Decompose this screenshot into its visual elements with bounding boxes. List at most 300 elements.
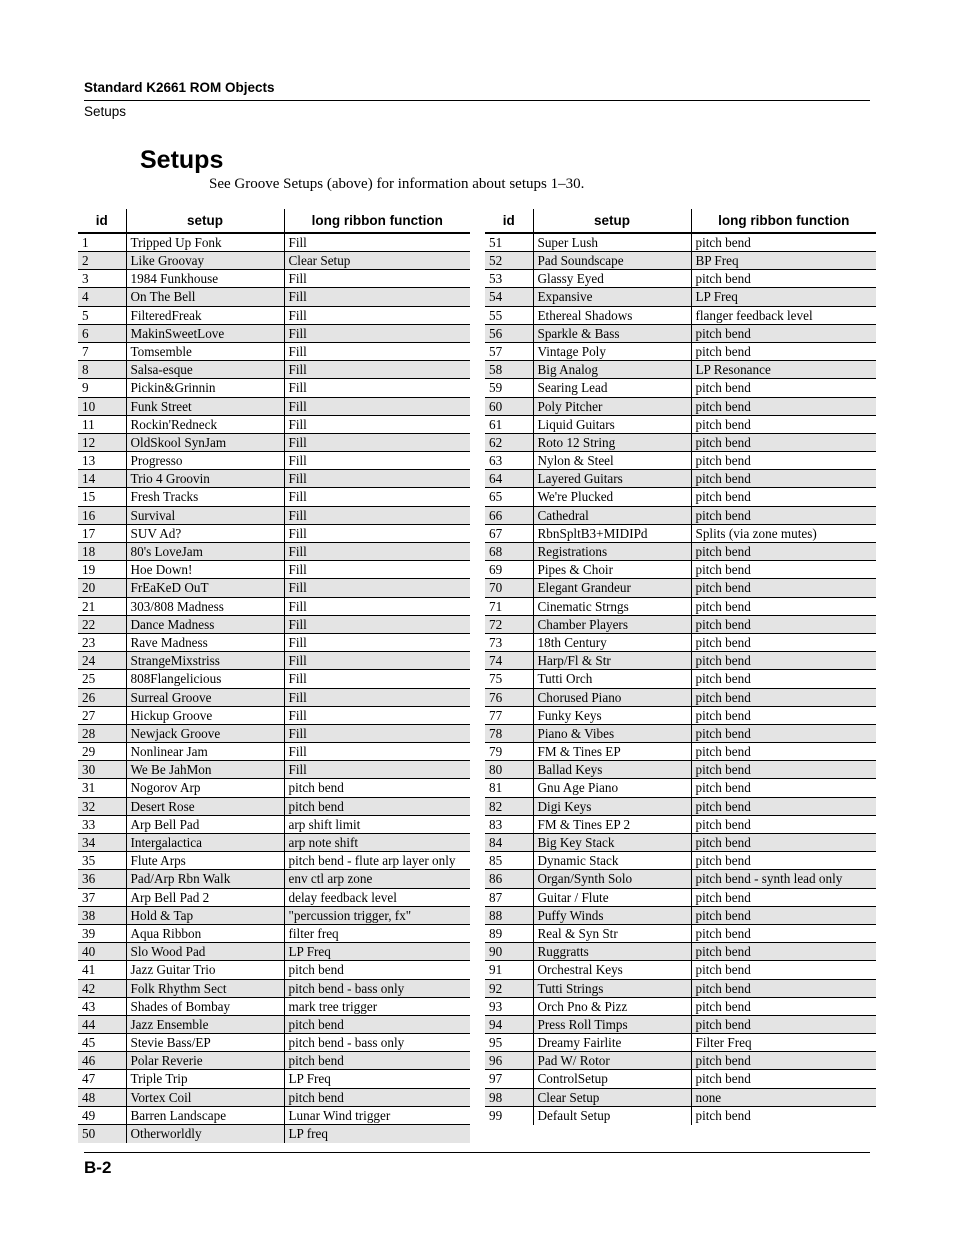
cell-long-ribbon-function: Fill [284,270,470,288]
table-row [485,361,876,379]
table-row [78,1125,470,1143]
cell-id: 15 [78,488,126,506]
cell-setup: Default Setup [533,1106,691,1124]
table-row [485,961,876,979]
cell-id: 50 [78,1125,126,1143]
table-row [485,379,876,397]
cell-id: 89 [485,924,533,942]
table-row [485,506,876,524]
cell-id: 30 [78,761,126,779]
cell-id: 81 [485,779,533,797]
cell-long-ribbon-function: Fill [284,233,470,252]
table-row [78,342,470,360]
cell-id: 66 [485,506,533,524]
cell-id: 23 [78,633,126,651]
cell-long-ribbon-function: pitch bend [691,597,876,615]
cell-id: 49 [78,1106,126,1124]
cell-id: 38 [78,906,126,924]
cell-setup: 80's LoveJam [126,543,284,561]
cell-setup: Guitar / Flute [533,888,691,906]
setups-table-right-body [485,233,876,1125]
table-row [485,943,876,961]
cell-id: 92 [485,979,533,997]
column-header-setup: setup [533,209,691,233]
cell-long-ribbon-function: Fill [284,706,470,724]
table-row [485,324,876,342]
table-row [485,633,876,651]
cell-id: 93 [485,997,533,1015]
cell-setup: Arp Bell Pad [126,815,284,833]
cell-long-ribbon-function: Fill [284,452,470,470]
cell-setup: StrangeMixstriss [126,652,284,670]
cell-long-ribbon-function: Fill [284,743,470,761]
table-row [78,470,470,488]
column-header-long-ribbon-function: long ribbon function [691,209,876,233]
table-row [485,342,876,360]
cell-long-ribbon-function: pitch bend - bass only [284,1034,470,1052]
cell-long-ribbon-function: Fill [284,433,470,451]
setups-table-left-body [78,233,470,1143]
cell-setup: Dreamy Fairlite [533,1034,691,1052]
cell-long-ribbon-function: Fill [284,561,470,579]
table-row [485,652,876,670]
cell-long-ribbon-function: pitch bend [284,1015,470,1033]
table-row [78,870,470,888]
cell-setup: Press Roll Timps [533,1015,691,1033]
cell-setup: ControlSetup [533,1070,691,1088]
cell-long-ribbon-function: pitch bend [691,543,876,561]
table-row [78,361,470,379]
cell-setup: Like Groovay [126,252,284,270]
cell-setup: Stevie Bass/EP [126,1034,284,1052]
cell-setup: RbnSpltB3+MIDIPd [533,524,691,542]
cell-setup: Pipes & Choir [533,561,691,579]
cell-long-ribbon-function: pitch bend [691,724,876,742]
cell-id: 56 [485,324,533,342]
cell-long-ribbon-function: Fill [284,579,470,597]
cell-long-ribbon-function: pitch bend [691,961,876,979]
cell-long-ribbon-function: Fill [284,524,470,542]
table-row [485,306,876,324]
column-header-id: id [78,209,126,233]
cell-setup: Nogorov Arp [126,779,284,797]
cell-long-ribbon-function: Fill [284,506,470,524]
cell-long-ribbon-function: pitch bend [691,943,876,961]
table-row [485,397,876,415]
cell-long-ribbon-function: pitch bend [691,906,876,924]
cell-setup: MakinSweetLove [126,324,284,342]
cell-id: 74 [485,652,533,670]
table-row [485,997,876,1015]
cell-id: 22 [78,615,126,633]
cell-long-ribbon-function: Fill [284,652,470,670]
table-row [78,615,470,633]
cell-setup: Chamber Players [533,615,691,633]
table-row [78,688,470,706]
cell-id: 77 [485,706,533,724]
cell-id: 70 [485,579,533,597]
cell-setup: Elegant Grandeur [533,579,691,597]
cell-setup: 808Flangelicious [126,670,284,688]
cell-id: 35 [78,852,126,870]
cell-long-ribbon-function: Fill [284,470,470,488]
cell-long-ribbon-function: Splits (via zone mutes) [691,524,876,542]
table-row [78,888,470,906]
cell-setup: Real & Syn Str [533,924,691,942]
table-row [485,452,876,470]
cell-setup: Cinematic Strngs [533,597,691,615]
cell-setup: Big Analog [533,361,691,379]
cell-long-ribbon-function: pitch bend [284,1052,470,1070]
cell-id: 48 [78,1088,126,1106]
cell-setup: Ethereal Shadows [533,306,691,324]
cell-setup: Hold & Tap [126,906,284,924]
cell-long-ribbon-function: pitch bend [691,633,876,651]
cell-id: 58 [485,361,533,379]
cell-id: 95 [485,1034,533,1052]
cell-id: 83 [485,815,533,833]
cell-long-ribbon-function: Fill [284,415,470,433]
cell-long-ribbon-function: LP Freq [691,288,876,306]
table-row [78,961,470,979]
table-row [485,252,876,270]
cell-long-ribbon-function: pitch bend [691,433,876,451]
cell-long-ribbon-function: pitch bend [691,561,876,579]
cell-long-ribbon-function: pitch bend [691,997,876,1015]
cell-id: 65 [485,488,533,506]
cell-long-ribbon-function: pitch bend [691,779,876,797]
cell-setup: Pad Soundscape [533,252,691,270]
cell-long-ribbon-function: LP Resonance [691,361,876,379]
cell-setup: Progresso [126,452,284,470]
cell-setup: Otherworldly [126,1125,284,1143]
cell-long-ribbon-function: pitch bend [691,506,876,524]
cell-setup: FilteredFreak [126,306,284,324]
table-row [78,252,470,270]
table-row [78,397,470,415]
cell-id: 82 [485,797,533,815]
table-row [78,633,470,651]
table-row [78,743,470,761]
cell-id: 79 [485,743,533,761]
table-row [485,670,876,688]
cell-id: 43 [78,997,126,1015]
cell-id: 55 [485,306,533,324]
cell-long-ribbon-function: Fill [284,633,470,651]
cell-setup: Orchestral Keys [533,961,691,979]
cell-id: 97 [485,1070,533,1088]
cell-long-ribbon-function: Clear Setup [284,252,470,270]
cell-id: 41 [78,961,126,979]
cell-long-ribbon-function: Fill [284,288,470,306]
cell-id: 19 [78,561,126,579]
cell-setup: Nylon & Steel [533,452,691,470]
cell-setup: Vintage Poly [533,342,691,360]
table-row [485,288,876,306]
table-row [78,488,470,506]
table-row [485,761,876,779]
cell-setup: Layered Guitars [533,470,691,488]
cell-id: 2 [78,252,126,270]
cell-id: 7 [78,342,126,360]
cell-setup: Glassy Eyed [533,270,691,288]
cell-long-ribbon-function: Fill [284,397,470,415]
table-row [485,706,876,724]
cell-setup: Nonlinear Jam [126,743,284,761]
cell-long-ribbon-function: pitch bend - bass only [284,979,470,997]
cell-setup: FM & Tines EP [533,743,691,761]
cell-long-ribbon-function: pitch bend [691,1070,876,1088]
cell-id: 96 [485,1052,533,1070]
cell-id: 57 [485,342,533,360]
table-row [78,524,470,542]
cell-long-ribbon-function: none [691,1088,876,1106]
table-row [485,979,876,997]
cell-setup: FM & Tines EP 2 [533,815,691,833]
table-row [485,1034,876,1052]
table-row [78,579,470,597]
cell-long-ribbon-function: pitch bend [691,615,876,633]
cell-long-ribbon-function: LP freq [284,1125,470,1143]
table-row [78,1106,470,1124]
cell-setup: We're Plucked [533,488,691,506]
cell-long-ribbon-function: Fill [284,761,470,779]
cell-setup: Rockin'Redneck [126,415,284,433]
cell-long-ribbon-function: pitch bend [691,670,876,688]
cell-id: 69 [485,561,533,579]
cell-id: 72 [485,615,533,633]
cell-setup: Pad/Arp Rbn Walk [126,870,284,888]
table-row [485,852,876,870]
table-row [485,561,876,579]
cell-long-ribbon-function: pitch bend [691,852,876,870]
cell-id: 11 [78,415,126,433]
cell-id: 73 [485,633,533,651]
cell-id: 94 [485,1015,533,1033]
cell-id: 28 [78,724,126,742]
cell-id: 64 [485,470,533,488]
cell-long-ribbon-function: pitch bend [691,324,876,342]
cell-setup: Tomsemble [126,342,284,360]
table-row [485,906,876,924]
cell-long-ribbon-function: Fill [284,597,470,615]
cell-id: 26 [78,688,126,706]
table-row [78,997,470,1015]
cell-setup: Tripped Up Fonk [126,233,284,252]
cell-setup: We Be JahMon [126,761,284,779]
cell-id: 78 [485,724,533,742]
table-row [78,306,470,324]
cell-long-ribbon-function: pitch bend [691,743,876,761]
cell-long-ribbon-function: pitch bend - synth lead only [691,870,876,888]
running-head-title: Standard K2661 ROM Objects [84,80,275,95]
cell-id: 63 [485,452,533,470]
cell-long-ribbon-function: flanger feedback level [691,306,876,324]
running-head-section: Setups [84,104,127,119]
table-row [78,797,470,815]
table-row [485,597,876,615]
cell-setup: OldSkool SynJam [126,433,284,451]
section-title: Setups [140,146,224,174]
cell-setup: Sparkle & Bass [533,324,691,342]
cell-setup: Liquid Guitars [533,415,691,433]
cell-long-ribbon-function: LP Freq [284,943,470,961]
cell-setup: Barren Landscape [126,1106,284,1124]
cell-long-ribbon-function: pitch bend [691,579,876,597]
cell-setup: 18th Century [533,633,691,651]
cell-setup: Tutti Strings [533,979,691,997]
cell-setup: On The Bell [126,288,284,306]
setups-table-right [485,209,876,1125]
cell-setup: Poly Pitcher [533,397,691,415]
cell-setup: Surreal Groove [126,688,284,706]
cell-id: 12 [78,433,126,451]
table-row [485,724,876,742]
table-row [78,270,470,288]
table-row [485,470,876,488]
cell-id: 59 [485,379,533,397]
cell-long-ribbon-function: pitch bend - flute arp layer only [284,852,470,870]
cell-id: 45 [78,1034,126,1052]
cell-setup: 303/808 Madness [126,597,284,615]
table-row [485,270,876,288]
cell-id: 37 [78,888,126,906]
cell-id: 62 [485,433,533,451]
cell-setup: Aqua Ribbon [126,924,284,942]
header-rule [84,100,870,101]
cell-id: 52 [485,252,533,270]
table-row [78,379,470,397]
column-header-setup: setup [126,209,284,233]
cell-id: 46 [78,1052,126,1070]
table-row [485,543,876,561]
table-row [78,924,470,942]
cell-id: 40 [78,943,126,961]
cell-long-ribbon-function: pitch bend [691,415,876,433]
cell-setup: Puffy Winds [533,906,691,924]
cell-id: 29 [78,743,126,761]
cell-id: 9 [78,379,126,397]
cell-id: 42 [78,979,126,997]
table-row [485,415,876,433]
cell-id: 5 [78,306,126,324]
cell-long-ribbon-function: pitch bend [284,797,470,815]
table-header-row [485,209,876,233]
cell-long-ribbon-function: pitch bend [691,1052,876,1070]
cell-long-ribbon-function: Fill [284,670,470,688]
table-row [485,524,876,542]
cell-setup: Jazz Guitar Trio [126,961,284,979]
cell-id: 36 [78,870,126,888]
cell-long-ribbon-function: pitch bend [284,1088,470,1106]
cell-setup: Trio 4 Groovin [126,470,284,488]
cell-id: 32 [78,797,126,815]
table-row [78,543,470,561]
cell-long-ribbon-function: pitch bend [691,706,876,724]
cell-setup: Piano & Vibes [533,724,691,742]
cell-setup: Organ/Synth Solo [533,870,691,888]
cell-setup: Polar Reverie [126,1052,284,1070]
table-row [78,670,470,688]
cell-long-ribbon-function: pitch bend [691,797,876,815]
table-row [78,652,470,670]
cell-long-ribbon-function: pitch bend [691,1015,876,1033]
cell-long-ribbon-function: Fill [284,361,470,379]
cell-long-ribbon-function: env ctl arp zone [284,870,470,888]
cell-setup: Tutti Orch [533,670,691,688]
cell-id: 13 [78,452,126,470]
footer-rule [84,1152,870,1153]
table-row [485,615,876,633]
cell-long-ribbon-function: pitch bend [691,488,876,506]
cell-id: 21 [78,597,126,615]
cell-id: 6 [78,324,126,342]
cell-id: 18 [78,543,126,561]
cell-setup: Clear Setup [533,1088,691,1106]
cell-long-ribbon-function: delay feedback level [284,888,470,906]
table-row [485,924,876,942]
cell-long-ribbon-function: pitch bend [691,815,876,833]
table-row [485,1052,876,1070]
table-row [78,561,470,579]
cell-id: 8 [78,361,126,379]
cell-id: 60 [485,397,533,415]
table-row [78,706,470,724]
cell-id: 14 [78,470,126,488]
cell-long-ribbon-function: pitch bend [691,688,876,706]
table-row [78,852,470,870]
table-row [78,1015,470,1033]
cell-setup: Folk Rhythm Sect [126,979,284,997]
table-row [78,288,470,306]
table-row [78,1070,470,1088]
cell-long-ribbon-function: Fill [284,688,470,706]
cell-setup: Survival [126,506,284,524]
table-row [485,579,876,597]
cell-id: 87 [485,888,533,906]
cell-id: 3 [78,270,126,288]
cell-setup: Vortex Coil [126,1088,284,1106]
table-row [485,688,876,706]
cell-setup: Registrations [533,543,691,561]
cell-id: 1 [78,233,126,252]
cell-long-ribbon-function: pitch bend [691,979,876,997]
cell-id: 31 [78,779,126,797]
cell-long-ribbon-function: pitch bend [691,761,876,779]
cell-long-ribbon-function: pitch bend [691,924,876,942]
cell-setup: Expansive [533,288,691,306]
cell-setup: Hickup Groove [126,706,284,724]
cell-setup: Triple Trip [126,1070,284,1088]
table-row [485,233,876,252]
table-row [78,506,470,524]
cell-long-ribbon-function: Fill [284,724,470,742]
column-header-long-ribbon-function: long ribbon function [284,209,470,233]
cell-id: 33 [78,815,126,833]
cell-long-ribbon-function: pitch bend [691,888,876,906]
page-number: B-2 [84,1158,112,1177]
table-row [78,779,470,797]
table-row [485,1015,876,1033]
cell-setup: Arp Bell Pad 2 [126,888,284,906]
cell-id: 25 [78,670,126,688]
intro-text: See Groove Setups (above) for information about setups 1–30. [209,176,585,192]
cell-setup: FrEaKeD OuT [126,579,284,597]
table-row [78,1088,470,1106]
cell-setup: Shades of Bombay [126,997,284,1015]
table-row [78,1034,470,1052]
cell-long-ribbon-function: Fill [284,306,470,324]
